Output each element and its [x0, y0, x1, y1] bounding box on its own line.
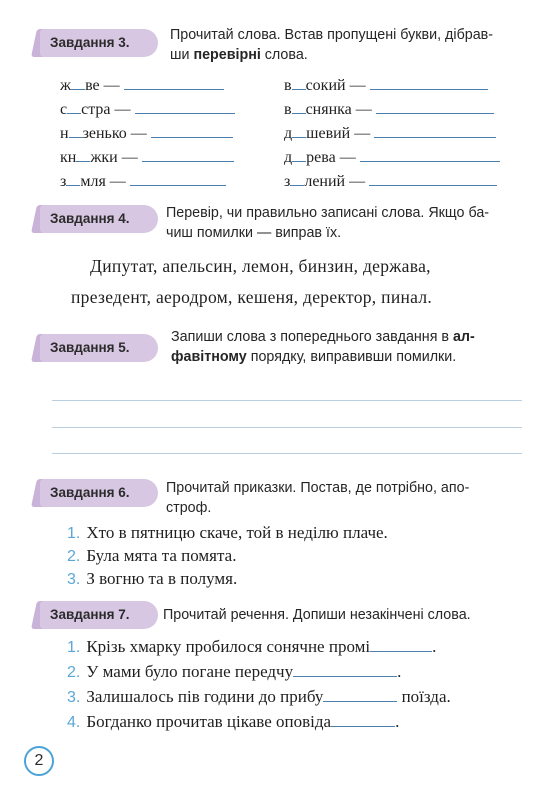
letter-blank[interactable] [69, 124, 83, 138]
answer-line[interactable] [376, 100, 494, 114]
writing-line[interactable] [52, 400, 522, 401]
letter-blank[interactable] [67, 100, 81, 114]
proverb-item: 3. З вогню та в полумя. [67, 569, 238, 588]
letter-blank[interactable] [66, 172, 80, 186]
task3-row: н зенько — [60, 124, 233, 143]
sentence-item: 4. Богданко прочитав цікаве оповіда . [67, 712, 400, 731]
task3-row: в сокий — [284, 76, 488, 95]
task3-row: с стра — [60, 100, 235, 119]
sentence-item: 3. Залишалось пів години до прибу поїзда. [67, 687, 451, 706]
proverb-item: 2. Була мята та помята. [67, 546, 237, 565]
proverb-item: 1. Хто в пятницю скаче, той в неділю плаче. [67, 523, 388, 542]
letter-blank[interactable] [76, 148, 90, 162]
task3-row: д рева — [284, 148, 500, 167]
answer-line[interactable] [360, 148, 500, 162]
task4-words-line1: Дипутат, апельсин, лемон, бинзин, держава, [90, 256, 431, 276]
answer-line[interactable] [374, 124, 496, 138]
task3-row: в снянка — [284, 100, 494, 119]
task4-instruction: Перевір, чи правильно записані слова. Якщо ба- чиш помилки — виправ їх. [166, 205, 490, 241]
sentence-item: 2. У мами було погане передчу . [67, 662, 402, 681]
task3-row: з лений — [284, 172, 497, 191]
answer-line[interactable] [124, 76, 224, 90]
task3-row: д шевий — [284, 124, 496, 143]
answer-line[interactable] [370, 76, 488, 90]
task6-instruction: Прочитай приказки. Постав, де потрібно, апо- строф. [166, 480, 470, 516]
answer-line[interactable] [369, 172, 497, 186]
task6-badge: Завдання 6. [40, 479, 158, 507]
task7-instruction: Прочитай речення. Допиши незакінчені слова. [163, 607, 471, 623]
writing-line[interactable] [52, 453, 522, 454]
task3-row: кн жки — [60, 148, 234, 167]
answer-line[interactable] [135, 100, 235, 114]
letter-blank[interactable] [290, 172, 304, 186]
answer-line[interactable] [370, 638, 432, 652]
sentence-item: 1. Крізь хмарку пробилося сонячне промі . [67, 637, 437, 656]
letter-blank[interactable] [292, 148, 306, 162]
answer-line[interactable] [151, 124, 233, 138]
task4-words-line2: презедент, аеродром, кешеня, деректор, пинал. [71, 287, 433, 307]
answer-line[interactable] [293, 663, 397, 677]
task4-badge: Завдання 4. [40, 205, 158, 233]
letter-blank[interactable] [292, 124, 306, 138]
page-number: 2 [24, 746, 54, 776]
task3-instruction: Прочитай слова. Встав пропущені букви, дібрав- ши перевірні слова. [170, 27, 494, 63]
letter-blank[interactable] [292, 76, 306, 90]
task3-badge: Завдання 3. [40, 29, 158, 57]
answer-line[interactable] [323, 688, 397, 702]
letter-blank[interactable] [71, 76, 85, 90]
task3-row: ж ве — [60, 76, 224, 95]
task7-badge: Завдання 7. [40, 601, 158, 629]
answer-line[interactable] [130, 172, 226, 186]
writing-line[interactable] [52, 427, 522, 428]
answer-line[interactable] [331, 713, 395, 727]
task5-badge: Завдання 5. [40, 334, 158, 362]
answer-line[interactable] [142, 148, 234, 162]
letter-blank[interactable] [292, 100, 306, 114]
task3-row: з мля — [60, 172, 226, 191]
task5-instruction: Запиши слова з попереднього завдання в ал- фавітному порядку, виправивши помилки. [171, 329, 475, 365]
